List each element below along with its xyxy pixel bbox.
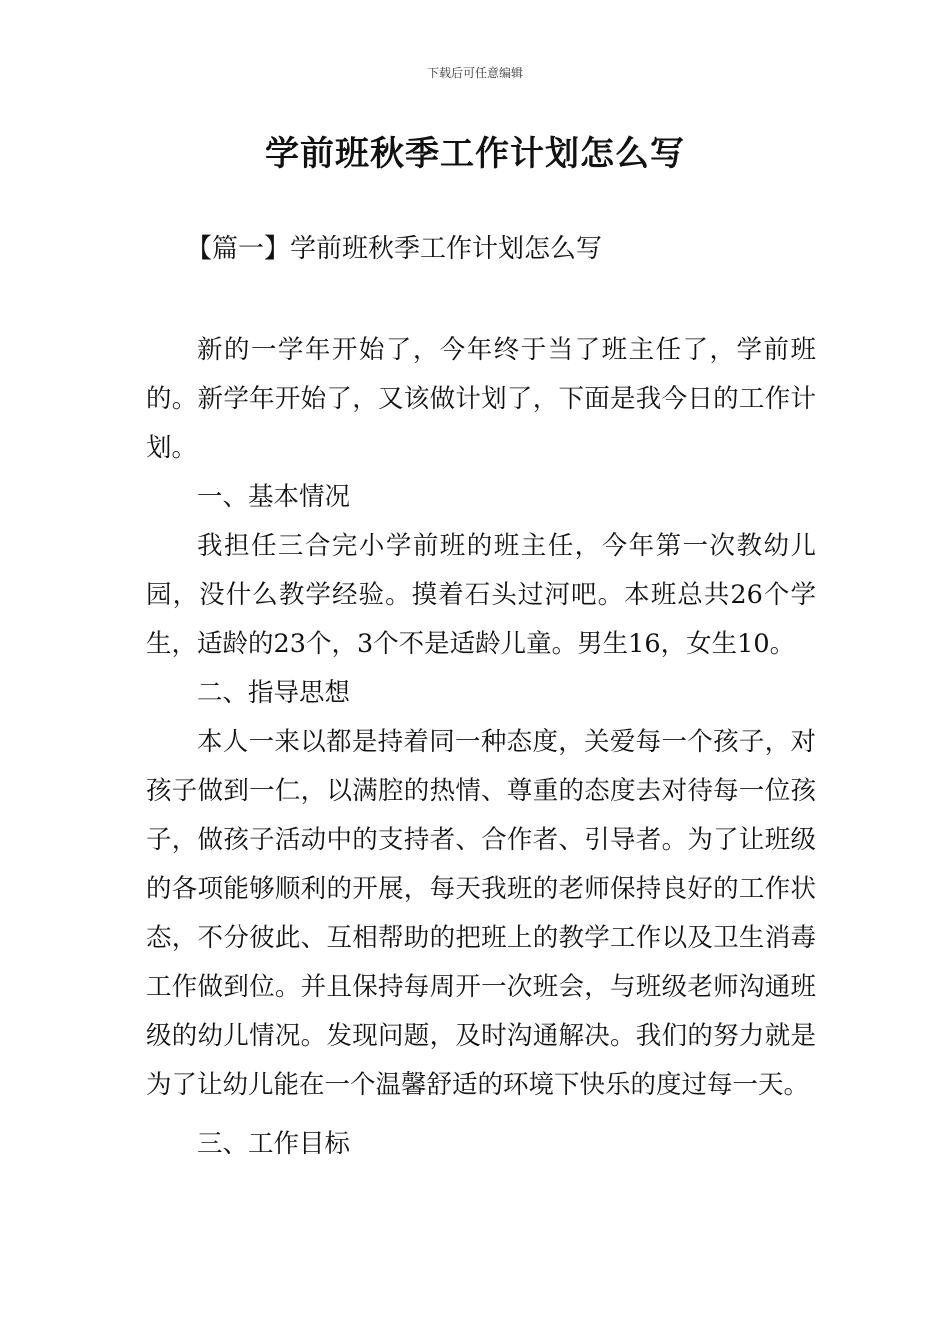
document-title: 学前班秋季工作计划怎么写 [265, 134, 685, 174]
paragraph-basic-situation: 我担任三合完小学前班的班主任，今年第一次教幼儿园，没什么教学经验。摸着石头过河吧。本班总共26个学生，适龄的23个，3个不是适龄儿童。男生16，女生10。 [146, 531, 816, 659]
subheading-work-goals: 三、工作目标 [197, 1129, 351, 1159]
body-text [146, 326, 816, 1169]
subheading-basic-situation: 一、基本情况 [197, 482, 351, 512]
subheading-guiding-ideology: 二、指导思想 [197, 678, 351, 708]
paragraph-intro: 新的一学年开始了，今年终于当了班主任了，学前班的。新学年开始了，又该做计划了，下面是我今日的工作计划。 [146, 335, 816, 463]
header-note: 下载后可任意编辑 [426, 66, 523, 80]
section-heading: 【篇一】学前班秋季工作计划怎么写 [186, 234, 603, 264]
paragraph-guiding-ideology: 本人一来以都是持着同一种态度，关爱每一个孩子，对孩子做到一仁，以满腔的热情、尊重的态度去对待每一位孩子，做孩子活动中的支持者、合作者、引导者。为了让班级的各项能够顺利的开展，每天我班的老师保持良好的工作状态，不分彼此、互相帮助的把班上的教学工作以及卫生消毒工作做到位。并且保持每周开一次班会，与班级老师沟通班级的幼儿情况。发现问题，及时沟通解决。我们的努力就是为了让幼儿能在一个温馨舒适的环境下快乐的度过每一天。 [146, 727, 816, 1100]
